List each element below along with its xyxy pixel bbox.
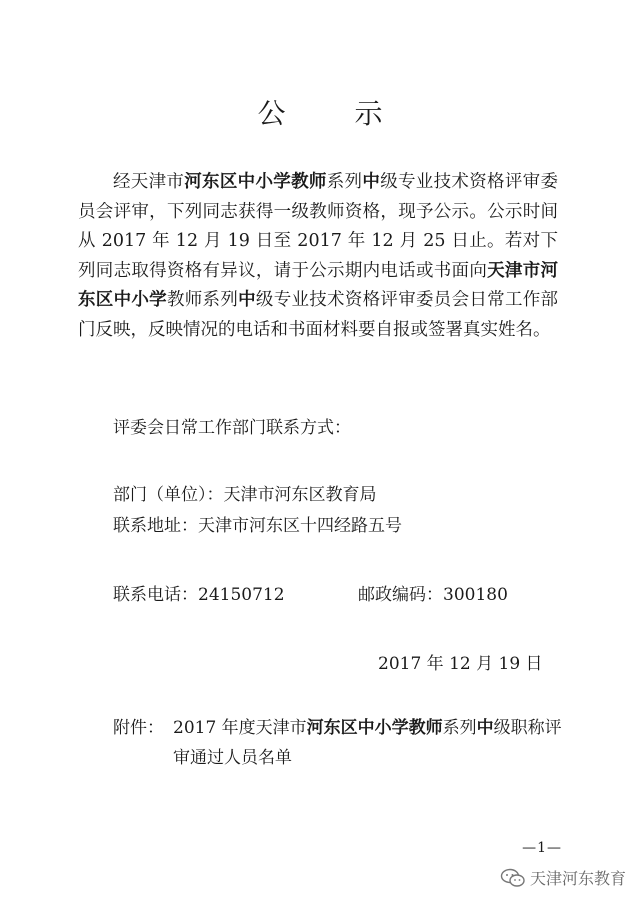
phone-line: 联系电话：24150712 (113, 585, 285, 605)
attachment-note (113, 713, 573, 773)
para-seg5: 级专业技术资格评审委员会评审，下列同志获得一级教师资格，现予公示。公示时间从 2017 年 12 月 19 日至 2017 年 12 月 25 日止。若对下列同志取得资格有异议，请于公示期内电话或书面向 (78, 172, 558, 281)
attach-seg5: 级职称评审通过人员名单 (173, 718, 562, 768)
para-seg4: 中 (362, 172, 381, 192)
attachment-content (173, 713, 573, 773)
department-line: 部门（单位）：天津市河东区教育局 (113, 485, 377, 505)
para-seg9: 级专业技术资格评审委员会日常工作部门反映，反映情况的电话和书面材料要自报或签署真实姓名。 (78, 290, 559, 340)
attach-seg2: 河东区中小学教师 (306, 718, 443, 738)
page-number: —1— (522, 840, 562, 856)
para-seg7: 教师系列 (166, 290, 239, 310)
address-line: 联系地址：天津市河东区十四经路五号 (113, 516, 402, 536)
attach-seg4: 中 (476, 718, 494, 738)
para-seg3: 系列 (326, 172, 363, 192)
para-seg2: 河东区中小学教师 (184, 172, 327, 192)
contact-heading: 评委会日常工作部门联系方式： (113, 418, 351, 438)
document-date: 2017 年 12 月 19 日 (378, 654, 543, 674)
wechat-icon (500, 868, 526, 888)
watermark (500, 866, 626, 889)
watermark-text: 天津河东教育 (529, 869, 626, 888)
attachment-label: 附件： (113, 718, 164, 738)
attach-seg3: 系列 (442, 718, 477, 738)
postcode-line: 邮政编码：300180 (358, 585, 508, 605)
document-title: 公 示 (257, 97, 413, 130)
para-seg8: 中 (238, 290, 256, 310)
para-seg6: 天津市河东区中小学 (78, 260, 559, 310)
announcement-paragraph (78, 168, 558, 345)
para-seg1: 经天津市 (113, 172, 185, 192)
attach-seg1: 2017 年度天津市 (173, 718, 307, 738)
